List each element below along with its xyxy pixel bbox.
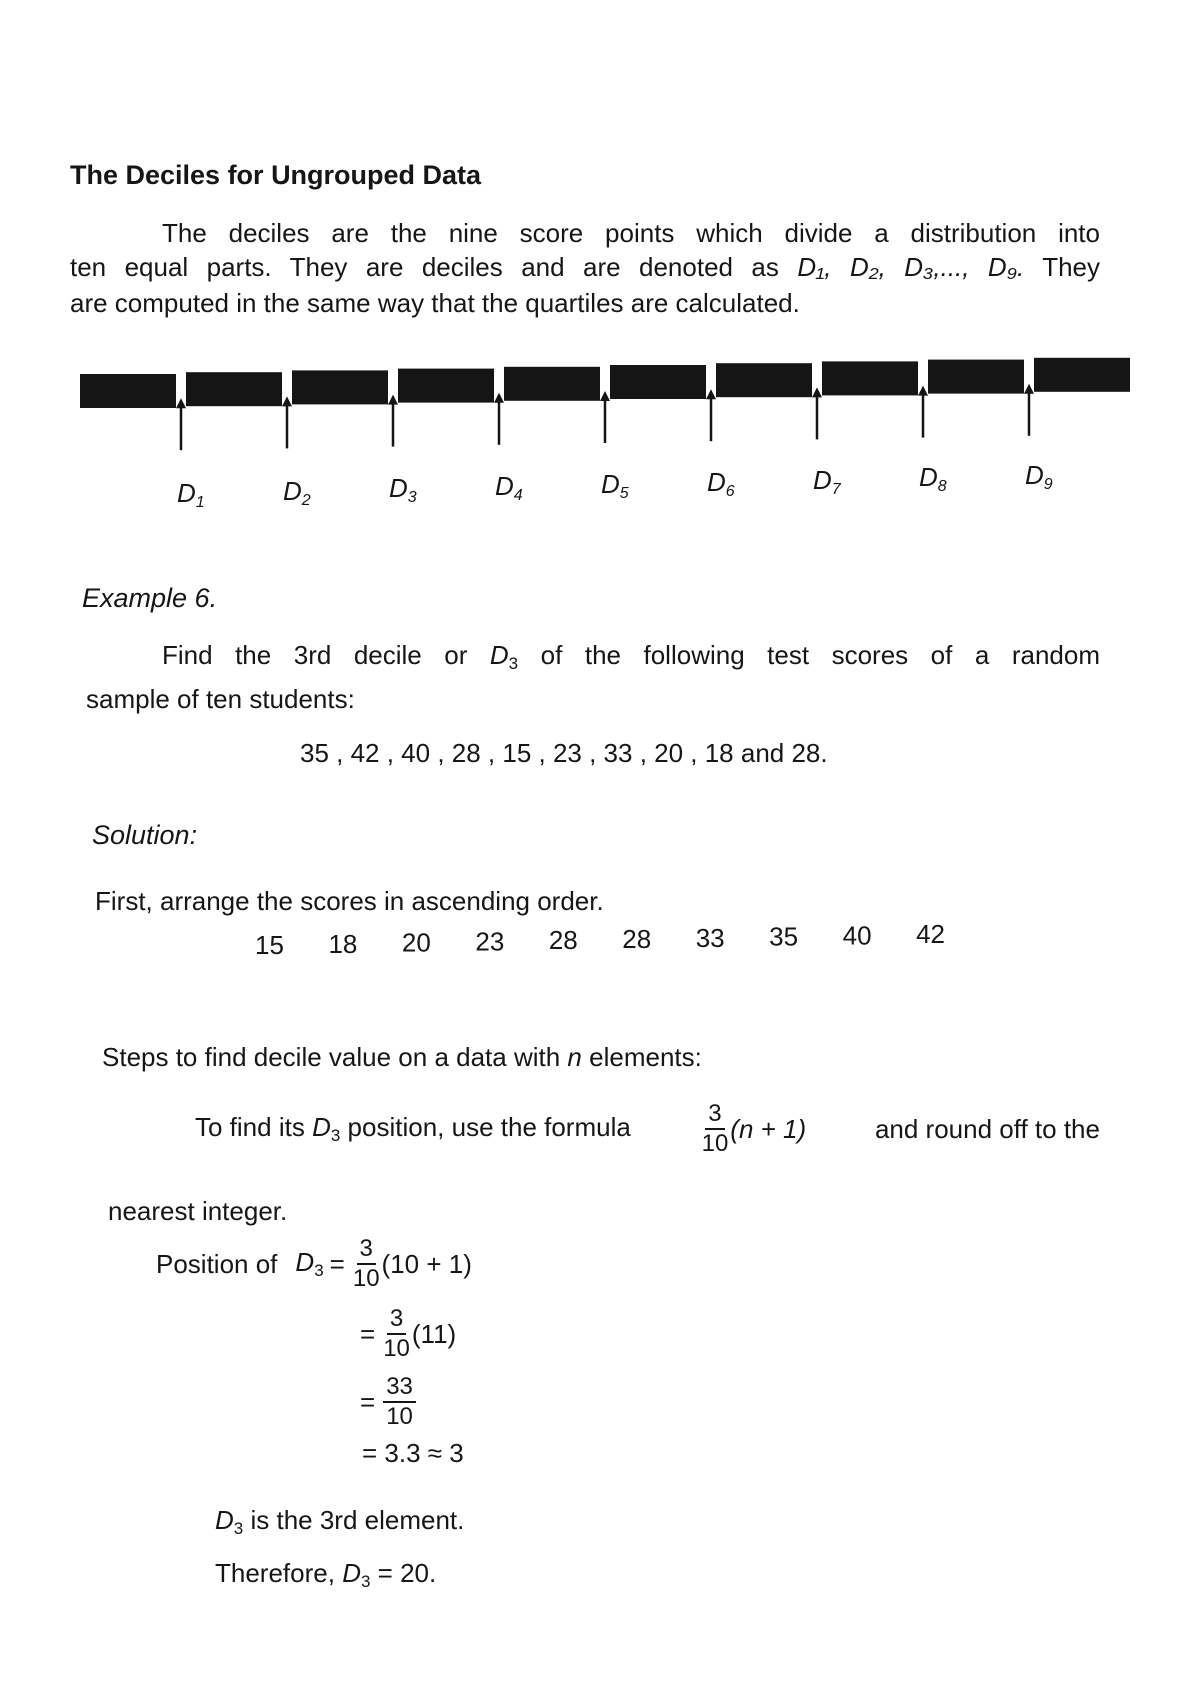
decile-label-d2: $D_2$ [283,475,311,509]
steps-heading-var: n [567,1042,582,1072]
calc-fraction-1: $\frac{3}{10}$ [352,1235,380,1292]
formula-line [195,1100,1100,1158]
problem-text-end: of the following test scores of a random [540,640,1100,670]
diagram-segment [186,372,282,406]
diagram-segment [716,363,812,397]
diagram-segment [610,365,706,399]
intro-line-2-suffix: They [1042,252,1100,282]
sorted-scores [255,919,945,961]
calc-tail-2: (11) [411,1318,457,1349]
decile-arrow [494,393,504,445]
sorted-score: 18 [328,928,358,959]
example-heading: Example 6. [82,583,218,613]
calc-row-1: Position of $D_3$ = $\frac{3}{10}$ (10 + 1) [156,1235,472,1292]
sorted-score: 42 [916,919,945,950]
formula-text-end: and round off to the [874,1113,1100,1144]
diagram-segment [928,360,1024,394]
problem-text-start: Find the 3rd decile or [162,640,468,670]
calc-tail-1: (10 + 1) [381,1248,472,1279]
decile-label-d6: $D_6$ [707,466,735,500]
sorted-score: 20 [401,927,431,958]
diagram-segment [292,370,388,404]
solution-heading: Solution: [92,820,198,850]
decile-arrow [600,391,610,443]
sorted-score: 28 [622,924,652,954]
sorted-score: 33 [695,922,725,953]
intro-line-2 [70,252,1100,283]
intro-line-2-prefix: ten equal parts. They are deciles and are denoted as [70,252,779,282]
diagram-segment [1034,358,1130,392]
intro-decile-notation: D₁, D₂, D₃,..., D₉. [797,252,1025,282]
decile-label-d4: $D_4$ [495,471,523,505]
calc-row-2: = $\frac{3}{10}$ (11) [360,1305,457,1362]
decile-arrow [388,395,398,447]
decile-arrow [812,387,822,439]
formula-tail: (n + 1) [730,1113,807,1144]
calc-row-4: = 3.3 ≈ 3 [362,1438,464,1468]
steps-heading-suffix: elements: [589,1042,702,1072]
decile-label-d1: $D_1$ [177,477,205,511]
calc-fraction-2: $\frac{3}{10}$ [383,1305,410,1362]
sorted-score: 15 [255,930,284,960]
diagram-segment [822,361,918,395]
formula-text-start: To find its $D_3$ position, use the formula [195,1112,631,1145]
diagram-segment [504,367,600,401]
calc-row-3: = $\frac{33}{10}$ [360,1373,418,1431]
conclusion-line-1: $D_3$ is the 3rd element. [215,1505,465,1538]
decile-label-d5: $D_5$ [601,469,629,502]
steps-heading [102,1042,702,1073]
example-problem-line-2: sample of ten students: [86,684,355,714]
steps-heading-prefix: Steps to find decile value on a data with [102,1042,561,1072]
decile-arrow [918,386,928,438]
intro-line-1: The deciles are the nine score points which divide a distribution into [162,218,1100,248]
problem-decile-var: $D_3$ [489,640,519,673]
formula-fraction: $\frac{3}{10}$ [701,1100,729,1157]
sorted-score: 40 [842,920,872,951]
sorted-score: 35 [769,921,799,952]
position-label: Position of [156,1248,278,1279]
sorted-score: 28 [548,925,578,956]
page-title: The Deciles for Ungrouped Data [70,160,482,190]
diagram-segment [398,369,494,403]
sorted-score: 23 [475,926,505,957]
conclusion-line-2: Therefore, $D_3 = 20$. [215,1558,437,1591]
decile-label-d3: $D_3$ [389,473,417,507]
decile-label-d8: $D_8$ [919,462,947,496]
solution-step-1: First, arrange the scores in ascending order. [95,886,604,916]
decile-arrow [176,398,186,450]
decile-arrow [706,389,716,441]
calc-fraction-3: $\frac{33}{10}$ [383,1373,416,1431]
test-scores: 35 , 42 , 40 , 28 , 15 , 23 , 33 , 20 , 18 and 28. [300,738,828,768]
decile-position-formula [700,1100,807,1158]
decile-label-d7: $D_7$ [813,464,841,498]
diagram-segment [80,374,176,408]
decile-arrow [282,396,292,448]
intro-line-3: are computed in the same way that the quartiles are calculated. [70,288,800,318]
decile-arrow [1024,384,1034,436]
example-problem-line-1 [70,640,1100,674]
formula-line-2: nearest integer. [108,1196,288,1226]
decile-label-d9: $D_9$ [1025,460,1053,494]
position-var: $D_3$ [295,1247,324,1280]
